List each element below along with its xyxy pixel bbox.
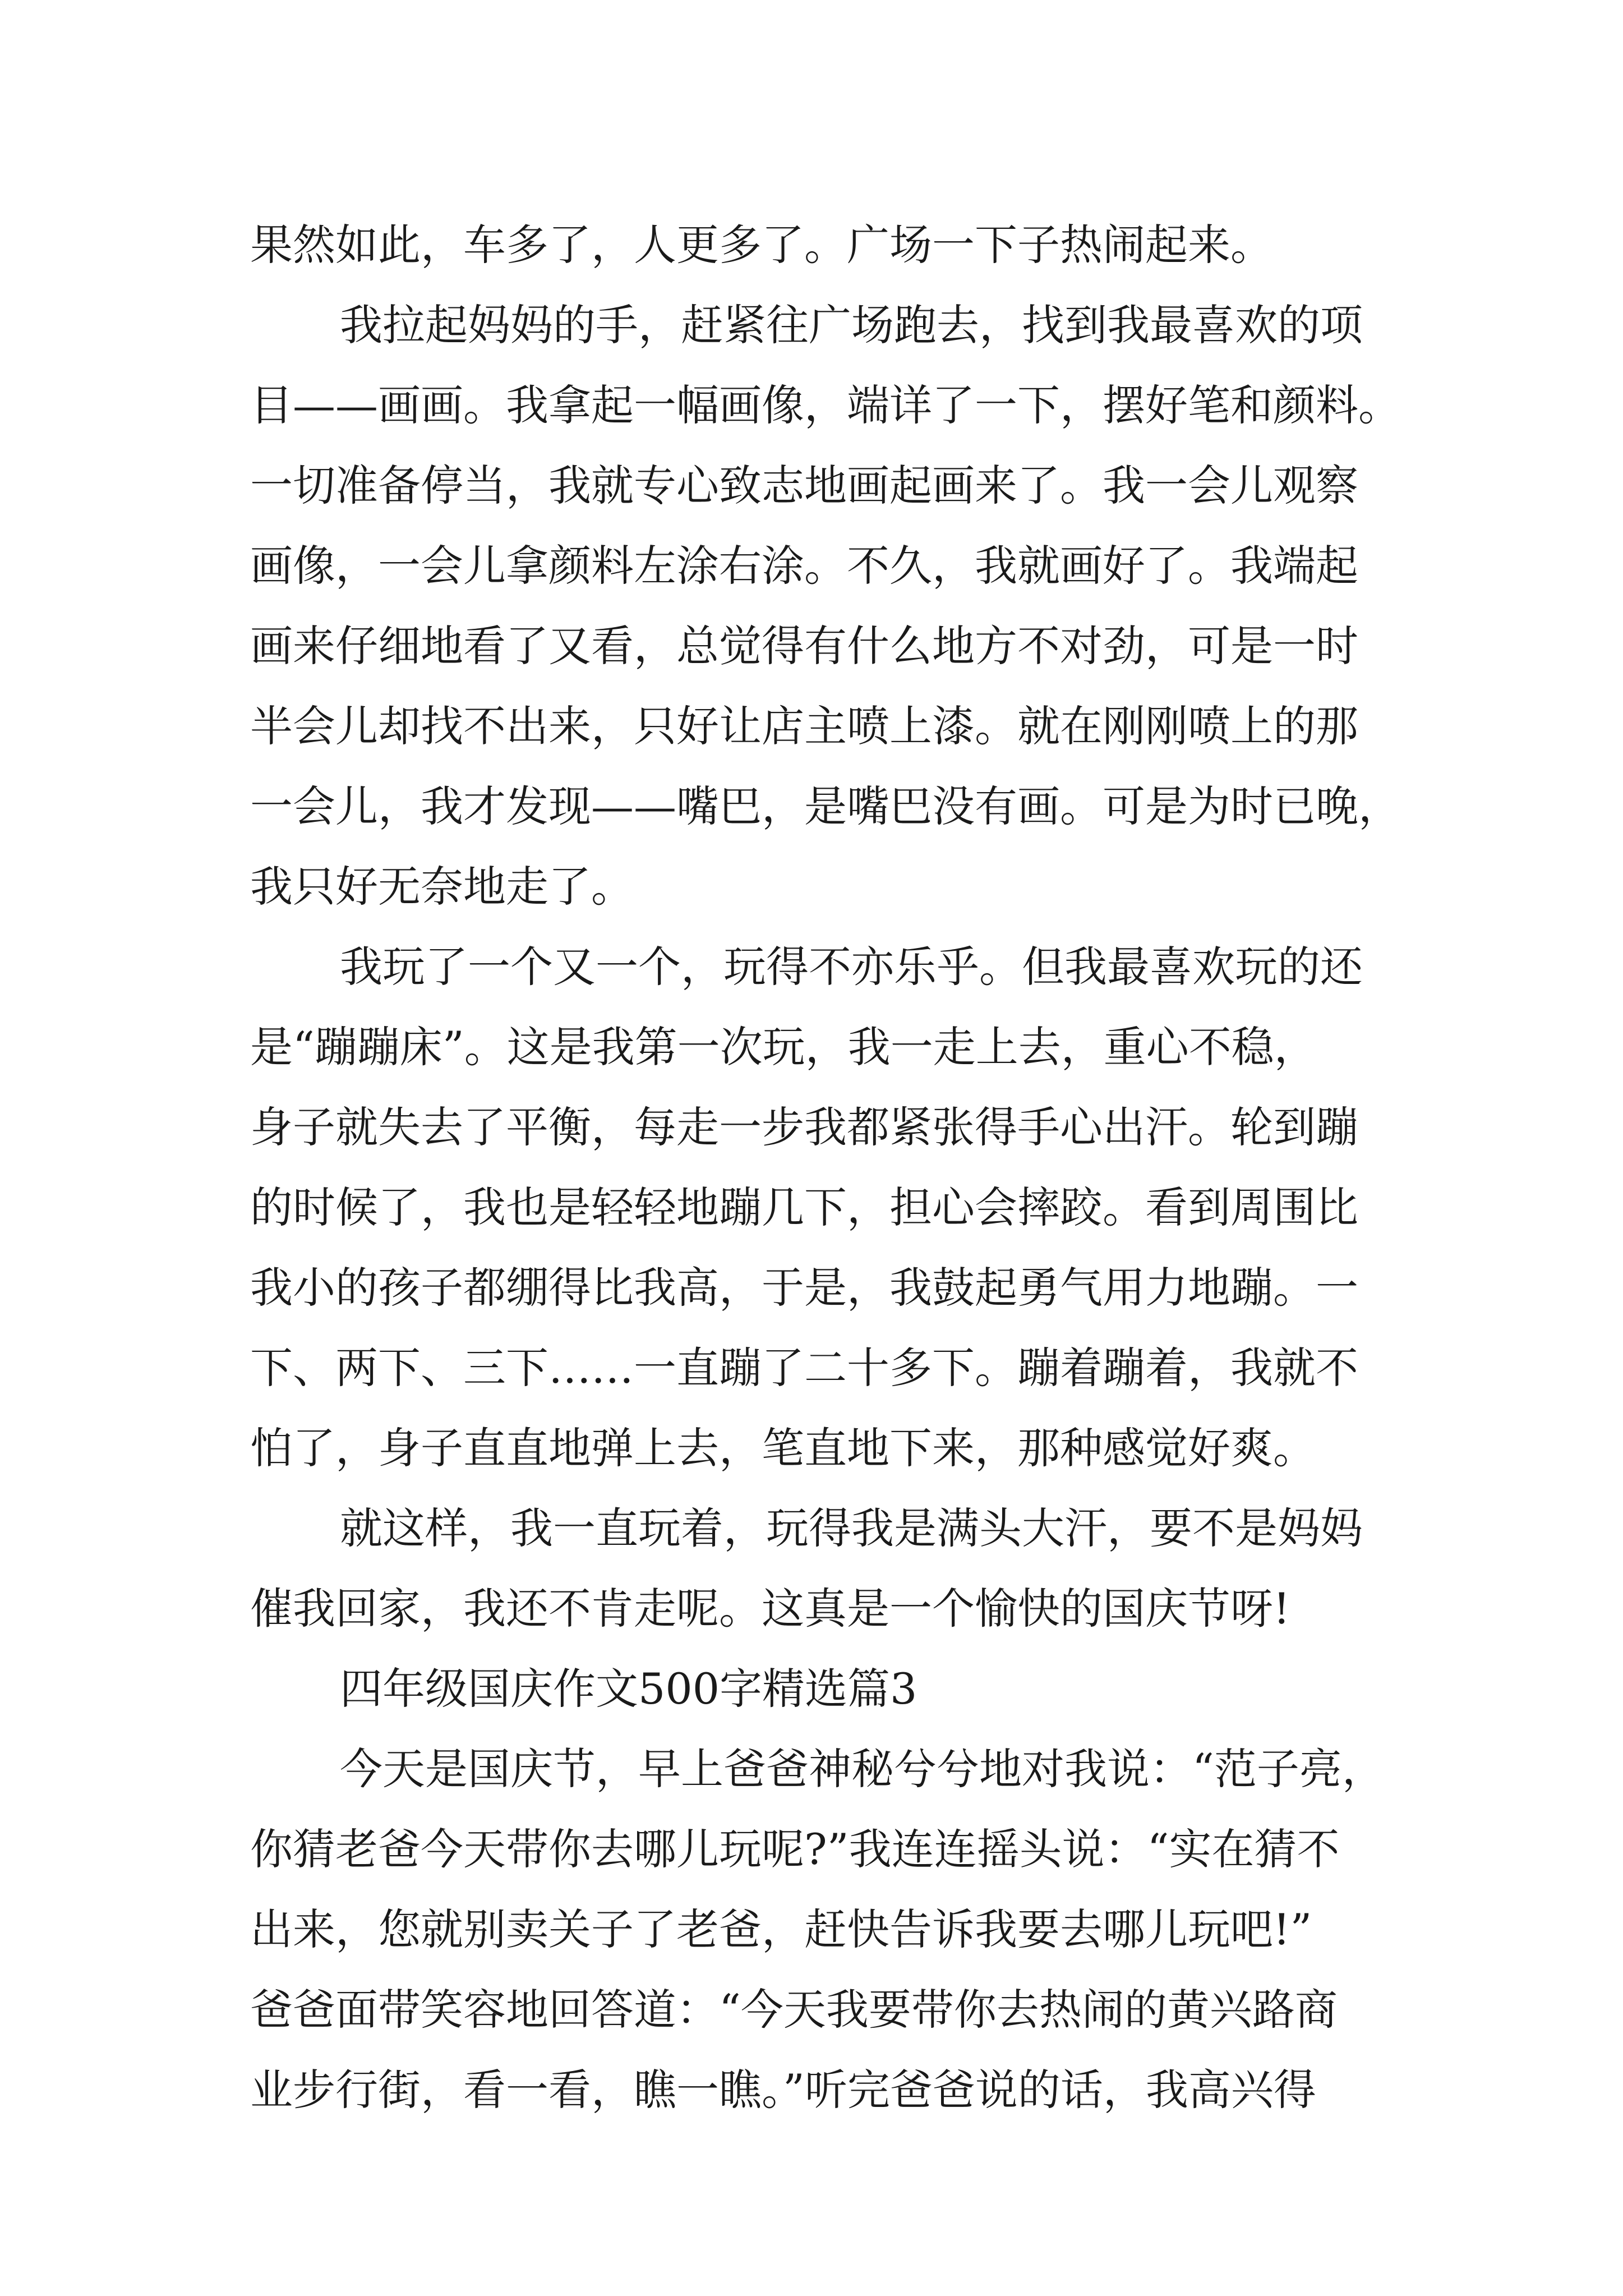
text-line: 爸爸面带笑容地回答道：“今天我要带你去热闹的黄兴路商 [250,1985,1338,2035]
text-line: 今天是国庆节，早上爸爸神秘兮兮地对我说：“范子亮， [340,1744,1385,1794]
text-line: 下、两下、三下……一直蹦了二十多下。蹦着蹦着，我就不 [250,1343,1358,1393]
paragraph-1 [250,205,1383,285]
paragraph-3 [250,927,1383,1488]
text-line: 身子就失去了平衡，每走一步我都紧张得手心出汗。轮到蹦 [250,1102,1358,1152]
text-line: 画像，一会儿拿颜料左涂右涂。不久，我就画好了。我端起 [250,541,1358,591]
text-line: 你猜老爸今天带你去哪儿玩呢?”我连连摇头说：“实在猜不 [250,1824,1340,1874]
text-line: 画来仔细地看了又看，总觉得有什么地方不对劲，可是一时 [250,621,1358,671]
text-line: 目——画画。我拿起一幅画像，端详了一下，摆好笔和颜料。 [250,380,1401,430]
text-line: 我只好无奈地走了。 [250,862,634,912]
text-line: 怕了，身子直直地弹上去，笔直地下来，那种感觉好爽。 [250,1423,1316,1473]
text-line: 出来，您就别卖关子了老爸，赶快告诉我要去哪儿玩吧!” [250,1904,1312,1954]
paragraph-2 [250,285,1401,927]
text-line: 我拉起妈妈的手，赶紧往广场跑去，找到我最喜欢的项 [340,300,1363,350]
text-line: 一会儿，我才发现——嘴巴，是嘴巴没有画。可是为时已晚， [250,781,1401,831]
text-line: 果然如此，车多了，人更多了。广场一下子热闹起来。 [250,220,1273,270]
text-line: 的时候了，我也是轻轻地蹦几下，担心会摔跤。看到周围比 [250,1182,1358,1232]
section-heading [250,1649,1383,1729]
text-line: 催我回家，我还不肯走呢。这真是一个愉快的国庆节呀! [250,1584,1290,1634]
text-line: 是“蹦蹦床”。这是我第一次玩，我一走上去，重心不稳， [250,1022,1317,1072]
document-body [250,205,1401,2130]
heading-line: 四年级国庆作文500字精选篇3 [340,1664,917,1714]
text-line: 一切准备停当，我就专心致志地画起画来了。我一会儿观察 [250,461,1358,510]
text-line: 我小的孩子都绷得比我高，于是，我鼓起勇气用力地蹦。一 [250,1263,1358,1313]
text-line: 我玩了一个又一个，玩得不亦乐乎。但我最喜欢玩的还 [340,942,1363,992]
text-line: 半会儿却找不出来，只好让店主喷上漆。就在刚刚喷上的那 [250,701,1358,751]
paragraph-5 [250,1729,1383,2130]
text-line: 就这样，我一直玩着，玩得我是满头大汗，要不是妈妈 [340,1503,1363,1553]
paragraph-4 [250,1488,1383,1649]
text-line: 业步行街，看一看，瞧一瞧。”听完爸爸说的话，我高兴得 [250,2065,1316,2115]
